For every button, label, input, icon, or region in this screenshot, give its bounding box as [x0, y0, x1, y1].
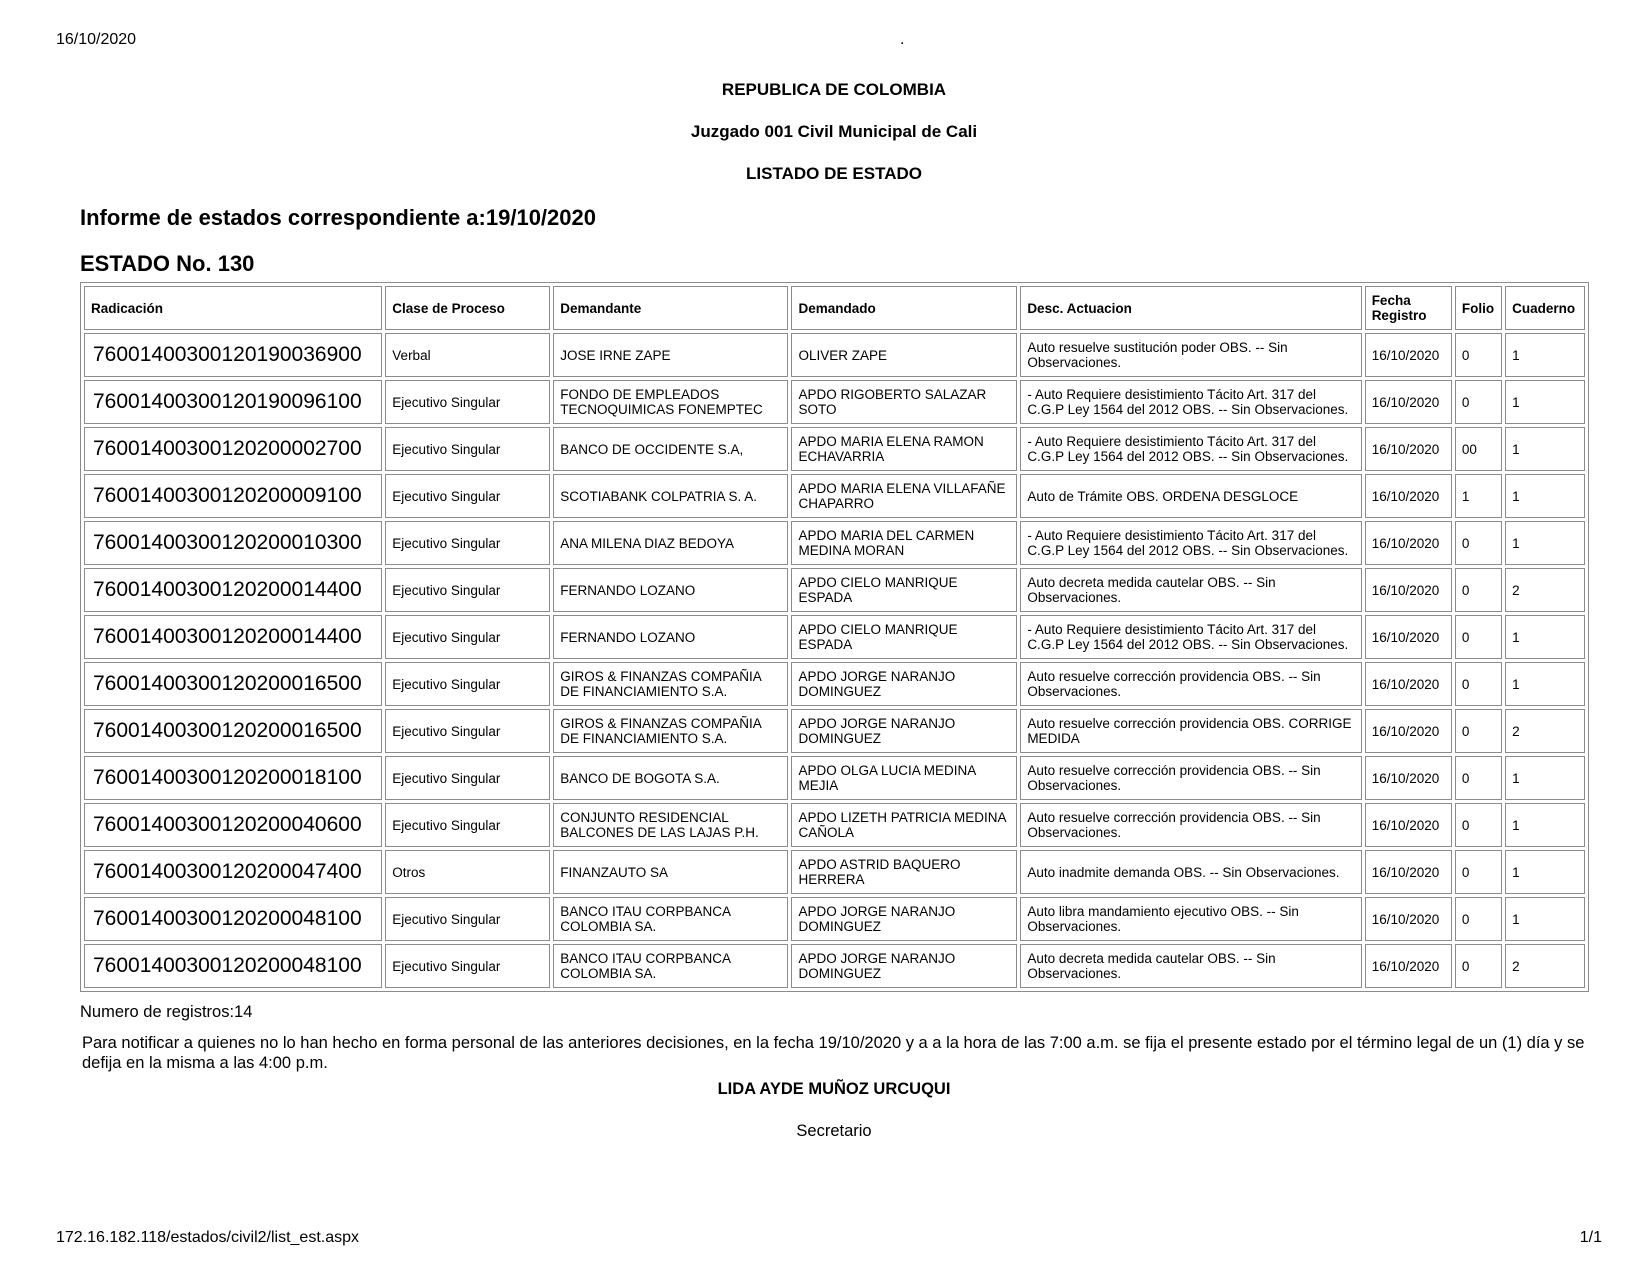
clase-proceso-cell: Ejecutivo Singular [385, 944, 550, 988]
col-header-demandante: Demandante [553, 286, 788, 330]
table-row [84, 615, 1585, 659]
page-number: 1/1 [1579, 1229, 1602, 1246]
cuaderno-cell: 1 [1505, 427, 1585, 471]
cuaderno-cell: 1 [1505, 474, 1585, 518]
country-heading: REPUBLICA DE COLOMBIA [721, 80, 947, 99]
signer-role: Secretario [796, 1122, 872, 1140]
clase-proceso-cell: Ejecutivo Singular [385, 568, 550, 612]
desc-actuacion-cell: Auto resuelve corrección providencia OBS. -- Sin Observaciones. [1020, 662, 1361, 706]
folio-cell: 0 [1455, 333, 1502, 377]
clase-proceso-cell: Ejecutivo Singular [385, 615, 550, 659]
table-row [84, 427, 1585, 471]
fecha-registro-cell: 16/10/2020 [1365, 333, 1452, 377]
fecha-registro-cell: 16/10/2020 [1365, 850, 1452, 894]
fecha-registro-cell: 16/10/2020 [1365, 662, 1452, 706]
folio-cell: 0 [1455, 615, 1502, 659]
demandante-cell: BANCO DE OCCIDENTE S.A, [553, 427, 788, 471]
table-row [84, 709, 1585, 753]
desc-actuacion-cell: Auto decreta medida cautelar OBS. -- Sin Observaciones. [1020, 568, 1361, 612]
radicacion-cell: 76001400300120200002700 [84, 427, 382, 471]
folio-cell: 0 [1455, 709, 1502, 753]
folio-cell: 0 [1455, 803, 1502, 847]
desc-actuacion-cell: - Auto Requiere desistimiento Tácito Art. 317 del C.G.P Ley 1564 del 2012 OBS. -- Sin Observaciones. [1020, 521, 1361, 565]
demandado-cell: OLIVER ZAPE [791, 333, 1017, 377]
col-header-cuaderno: Cuaderno [1505, 286, 1585, 330]
demandante-cell: FONDO DE EMPLEADOS TECNOQUIMICAS FONEMPTEC [553, 380, 788, 424]
folio-cell: 0 [1455, 521, 1502, 565]
col-header-demandado: Demandado [791, 286, 1017, 330]
folio-cell: 0 [1455, 662, 1502, 706]
demandado-cell: APDO JORGE NARANJO DOMINGUEZ [791, 709, 1017, 753]
radicacion-cell: 76001400300120200018100 [84, 756, 382, 800]
table-row [84, 662, 1585, 706]
fecha-registro-cell: 16/10/2020 [1365, 380, 1452, 424]
demandante-cell: SCOTIABANK COLPATRIA S. A. [553, 474, 788, 518]
table-row [84, 944, 1585, 988]
demandado-cell: APDO MARIA ELENA RAMON ECHAVARRIA [791, 427, 1017, 471]
desc-actuacion-cell: - Auto Requiere desistimiento Tácito Art. 317 del C.G.P Ley 1564 del 2012 OBS. -- Sin Observaciones. [1020, 380, 1361, 424]
table-row [84, 521, 1585, 565]
footer-url: 172.16.182.118/estados/civil2/list_est.aspx [56, 1229, 360, 1246]
table-row [84, 380, 1585, 424]
demandante-cell: FERNANDO LOZANO [553, 568, 788, 612]
radicacion-cell: 76001400300120200040600 [84, 803, 382, 847]
print-header-dot: . [900, 31, 905, 48]
radicacion-cell: 76001400300120200016500 [84, 662, 382, 706]
cuaderno-cell: 1 [1505, 380, 1585, 424]
clase-proceso-cell: Ejecutivo Singular [385, 380, 550, 424]
desc-actuacion-cell: - Auto Requiere desistimiento Tácito Art. 317 del C.G.P Ley 1564 del 2012 OBS. -- Sin Observaciones. [1020, 427, 1361, 471]
desc-actuacion-cell: Auto resuelve sustitución poder OBS. -- Sin Observaciones. [1020, 333, 1361, 377]
col-header-clase-proceso: Clase de Proceso [385, 286, 550, 330]
cuaderno-cell: 2 [1505, 709, 1585, 753]
table-row [84, 850, 1585, 894]
col-header-desc-actuacion: Desc. Actuacion [1020, 286, 1361, 330]
demandante-cell: FERNANDO LOZANO [553, 615, 788, 659]
records-count: Numero de registros:14 [80, 1003, 253, 1021]
clase-proceso-cell: Ejecutivo Singular [385, 662, 550, 706]
desc-actuacion-cell: - Auto Requiere desistimiento Tácito Art. 317 del C.G.P Ley 1564 del 2012 OBS. -- Sin Observaciones. [1020, 615, 1361, 659]
desc-actuacion-cell: Auto resuelve corrección providencia OBS. -- Sin Observaciones. [1020, 756, 1361, 800]
clase-proceso-cell: Ejecutivo Singular [385, 756, 550, 800]
cuaderno-cell: 1 [1505, 897, 1585, 941]
fecha-registro-cell: 16/10/2020 [1365, 756, 1452, 800]
table-row [84, 333, 1585, 377]
folio-cell: 0 [1455, 568, 1502, 612]
desc-actuacion-cell: Auto decreta medida cautelar OBS. -- Sin Observaciones. [1020, 944, 1361, 988]
col-header-fecha-registro: Fecha Registro [1365, 286, 1452, 330]
cuaderno-cell: 1 [1505, 333, 1585, 377]
fecha-registro-cell: 16/10/2020 [1365, 897, 1452, 941]
demandado-cell: APDO JORGE NARANJO DOMINGUEZ [791, 897, 1017, 941]
fecha-registro-cell: 16/10/2020 [1365, 803, 1452, 847]
radicacion-cell: 76001400300120200048100 [84, 944, 382, 988]
radicacion-cell: 76001400300120200048100 [84, 897, 382, 941]
demandado-cell: APDO LIZETH PATRICIA MEDINA CAÑOLA [791, 803, 1017, 847]
fecha-registro-cell: 16/10/2020 [1365, 615, 1452, 659]
radicacion-cell: 76001400300120200009100 [84, 474, 382, 518]
folio-cell: 0 [1455, 897, 1502, 941]
col-header-radicacion: Radicación [84, 286, 382, 330]
cuaderno-cell: 1 [1505, 756, 1585, 800]
radicacion-cell: 76001400300120200016500 [84, 709, 382, 753]
table-row [84, 803, 1585, 847]
demandante-cell: JOSE IRNE ZAPE [553, 333, 788, 377]
demandado-cell: APDO JORGE NARANJO DOMINGUEZ [791, 944, 1017, 988]
demandante-cell: GIROS & FINANZAS COMPAÑIA DE FINANCIAMIENTO S.A. [553, 709, 788, 753]
clase-proceso-cell: Ejecutivo Singular [385, 474, 550, 518]
clase-proceso-cell: Otros [385, 850, 550, 894]
desc-actuacion-cell: Auto libra mandamiento ejecutivo OBS. -- Sin Observaciones. [1020, 897, 1361, 941]
folio-cell: 0 [1455, 756, 1502, 800]
radicacion-cell: 76001400300120190036900 [84, 333, 382, 377]
cuaderno-cell: 1 [1505, 662, 1585, 706]
demandado-cell: APDO JORGE NARANJO DOMINGUEZ [791, 662, 1017, 706]
demandante-cell: GIROS & FINANZAS COMPAÑIA DE FINANCIAMIENTO S.A. [553, 662, 788, 706]
demandante-cell: FINANZAUTO SA [553, 850, 788, 894]
fecha-registro-cell: 16/10/2020 [1365, 709, 1452, 753]
desc-actuacion-cell: Auto de Trámite OBS. ORDENA DESGLOCE [1020, 474, 1361, 518]
fecha-registro-cell: 16/10/2020 [1365, 474, 1452, 518]
fecha-registro-cell: 16/10/2020 [1365, 568, 1452, 612]
radicacion-cell: 76001400300120190096100 [84, 380, 382, 424]
cuaderno-cell: 1 [1505, 615, 1585, 659]
clase-proceso-cell: Verbal [385, 333, 550, 377]
clase-proceso-cell: Ejecutivo Singular [385, 897, 550, 941]
court-heading: Juzgado 001 Civil Municipal de Cali [690, 122, 978, 141]
demandado-cell: APDO MARIA ELENA VILLAFAÑE CHAPARRO [791, 474, 1017, 518]
demandado-cell: APDO OLGA LUCIA MEDINA MEJIA [791, 756, 1017, 800]
fecha-registro-cell: 16/10/2020 [1365, 427, 1452, 471]
folio-cell: 0 [1455, 944, 1502, 988]
fecha-registro-cell: 16/10/2020 [1365, 521, 1452, 565]
col-header-folio: Folio [1455, 286, 1502, 330]
demandado-cell: APDO CIELO MANRIQUE ESPADA [791, 568, 1017, 612]
demandante-cell: ANA MILENA DIAZ BEDOYA [553, 521, 788, 565]
demandante-cell: BANCO DE BOGOTA S.A. [553, 756, 788, 800]
radicacion-cell: 76001400300120200014400 [84, 568, 382, 612]
signer-name: LIDA AYDE MUÑOZ URCUQUI [717, 1080, 951, 1098]
cuaderno-cell: 1 [1505, 803, 1585, 847]
desc-actuacion-cell: Auto resuelve corrección providencia OBS. -- Sin Observaciones. [1020, 803, 1361, 847]
radicacion-cell: 76001400300120200047400 [84, 850, 382, 894]
demandado-cell: APDO CIELO MANRIQUE ESPADA [791, 615, 1017, 659]
table-header-row [84, 286, 1585, 330]
demandante-cell: BANCO ITAU CORPBANCA COLOMBIA SA. [553, 944, 788, 988]
folio-cell: 00 [1455, 427, 1502, 471]
demandado-cell: APDO ASTRID BAQUERO HERRERA [791, 850, 1017, 894]
cuaderno-cell: 2 [1505, 568, 1585, 612]
cuaderno-cell: 2 [1505, 944, 1585, 988]
folio-cell: 0 [1455, 850, 1502, 894]
folio-cell: 1 [1455, 474, 1502, 518]
desc-actuacion-cell: Auto inadmite demanda OBS. -- Sin Observaciones. [1020, 850, 1361, 894]
folio-cell: 0 [1455, 380, 1502, 424]
radicacion-cell: 76001400300120200010300 [84, 521, 382, 565]
clase-proceso-cell: Ejecutivo Singular [385, 709, 550, 753]
list-heading: LISTADO DE ESTADO [746, 164, 922, 183]
estado-number-heading: ESTADO No. 130 [80, 251, 255, 276]
demandante-cell: BANCO ITAU CORPBANCA COLOMBIA SA. [553, 897, 788, 941]
demandado-cell: APDO RIGOBERTO SALAZAR SOTO [791, 380, 1017, 424]
print-date: 16/10/2020 [56, 31, 137, 48]
cuaderno-cell: 1 [1505, 521, 1585, 565]
report-date-heading: Informe de estados correspondiente a:19/10/2020 [80, 205, 596, 230]
fecha-registro-cell: 16/10/2020 [1365, 944, 1452, 988]
clase-proceso-cell: Ejecutivo Singular [385, 427, 550, 471]
cuaderno-cell: 1 [1505, 850, 1585, 894]
notification-text: Para notificar a quienes no lo han hecho en forma personal de las anteriores decisiones, en la fecha 19/10/2020 y a a la hora de las 7:00 a.m. se fija el presente estado por el término legal de un (1) día y se defija en la misma a las 4:00 p.m. [82, 1034, 1585, 1072]
clase-proceso-cell: Ejecutivo Singular [385, 803, 550, 847]
table-row [84, 756, 1585, 800]
table-row [84, 568, 1585, 612]
table-row [84, 474, 1585, 518]
radicacion-cell: 76001400300120200014400 [84, 615, 382, 659]
demandado-cell: APDO MARIA DEL CARMEN MEDINA MORAN [791, 521, 1017, 565]
demandante-cell: CONJUNTO RESIDENCIAL BALCONES DE LAS LAJAS P.H. [553, 803, 788, 847]
desc-actuacion-cell: Auto resuelve corrección providencia OBS. CORRIGE MEDIDA [1020, 709, 1361, 753]
table-row [84, 897, 1585, 941]
estados-table [80, 282, 1589, 992]
clase-proceso-cell: Ejecutivo Singular [385, 521, 550, 565]
